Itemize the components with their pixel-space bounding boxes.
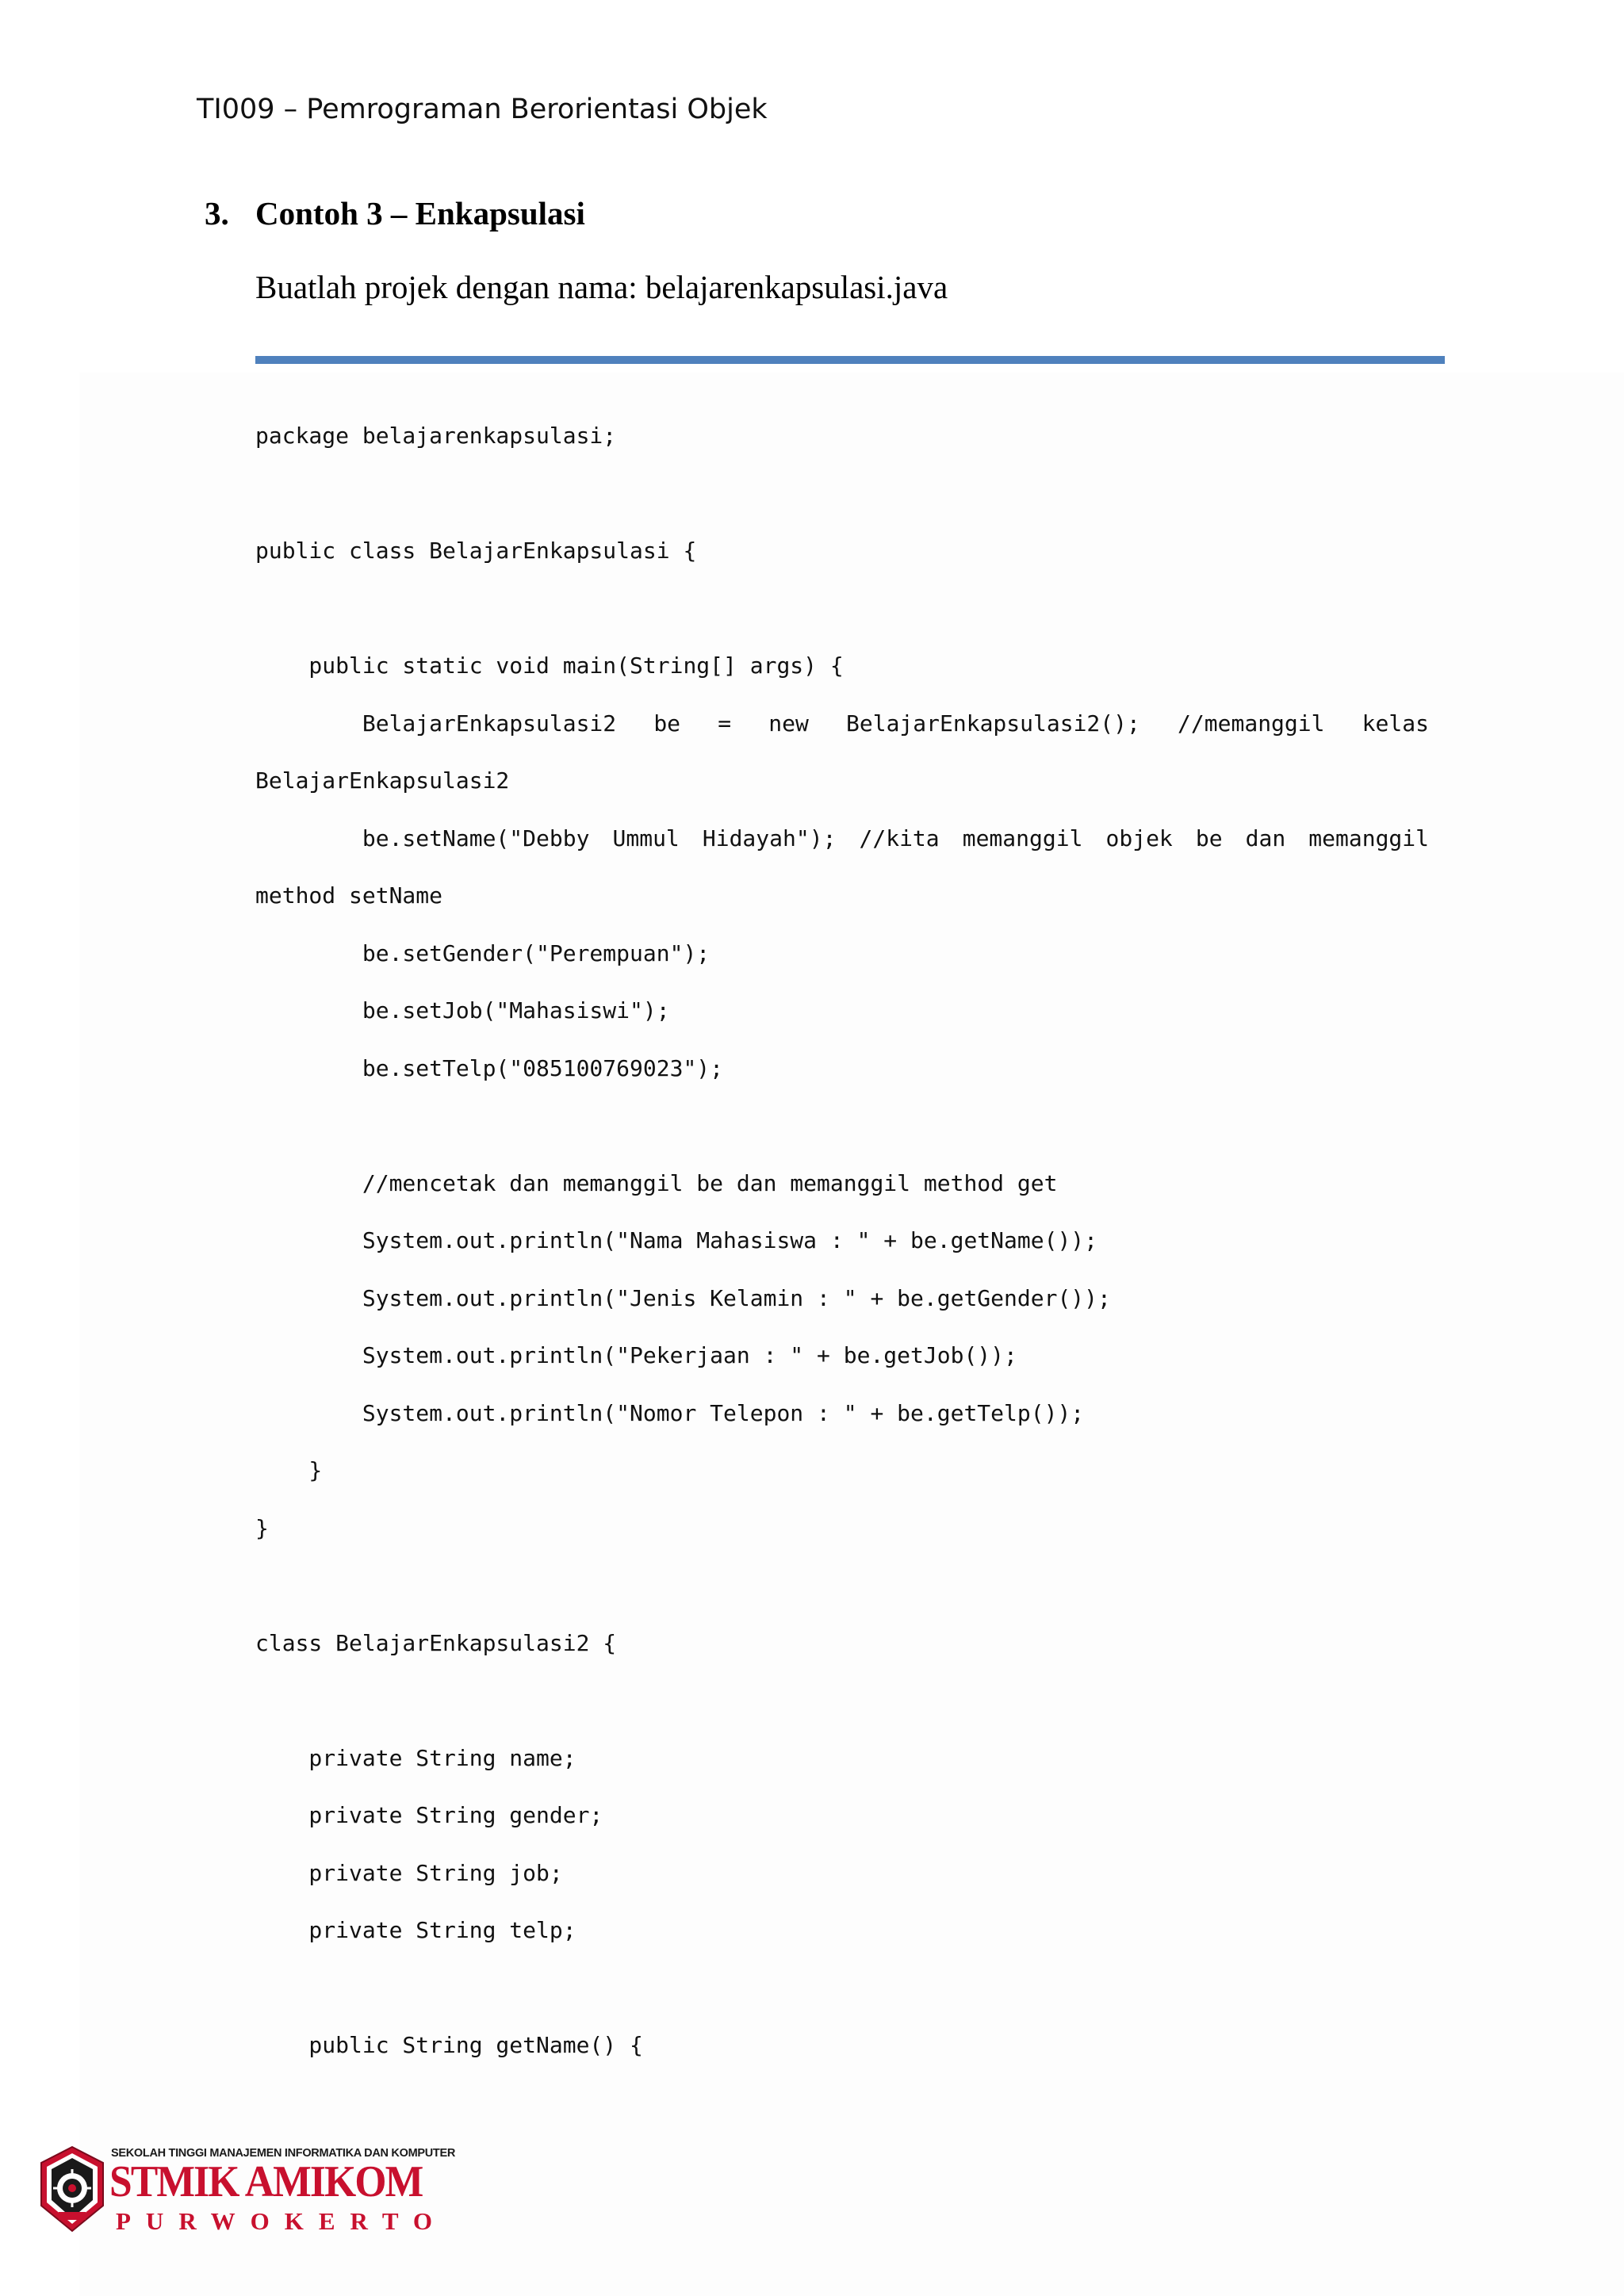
section-number: 3.	[205, 195, 229, 232]
code-line: BelajarEnkapsulasi2	[255, 767, 510, 794]
code-block	[255, 420, 1429, 2087]
logo-main-text: STMIK AMIKOM	[109, 2157, 423, 2206]
code-token: Ummul	[612, 825, 680, 851]
section-title	[205, 194, 585, 232]
code-line: public class BelajarEnkapsulasi {	[255, 538, 697, 564]
code-token: =	[718, 710, 732, 737]
code-token: //kita	[859, 825, 940, 851]
horizontal-rule	[255, 356, 1445, 364]
code-token: dan	[1245, 825, 1286, 851]
code-line: System.out.println("Pekerjaan : " + be.getJob());	[255, 1342, 1017, 1368]
code-token: kelas	[1362, 710, 1429, 737]
logo-small-text: SEKOLAH TINGGI MANAJEMEN INFORMATIKA DAN KOMPUTER	[111, 2147, 455, 2160]
code-line	[255, 823, 1429, 881]
code-line	[255, 1570, 1429, 1628]
code-token: BelajarEnkapsulasi2();	[846, 710, 1140, 737]
code-token: BelajarEnkapsulasi2	[255, 710, 617, 737]
institution-logo	[38, 2144, 455, 2239]
code-line: public static void main(String[] args) {	[255, 652, 844, 679]
code-line: private String telp;	[255, 1917, 576, 1943]
code-line	[255, 1685, 1429, 1743]
code-token: //memanggil	[1178, 710, 1325, 737]
code-line	[255, 708, 1429, 766]
code-line: }	[255, 1514, 269, 1541]
code-line: be.setTelp("085100769023");	[255, 1054, 724, 1081]
code-token: be	[653, 710, 681, 737]
code-token: new	[768, 710, 809, 737]
logo-city-text: PURWOKERTO	[116, 2207, 448, 2235]
code-token: memanggil	[962, 825, 1083, 851]
page-header: TI009 – Pemrograman Berorientasi Objek	[197, 94, 768, 125]
code-line: private String job;	[255, 1859, 563, 1886]
code-line: be.setJob("Mahasiswi");	[255, 997, 670, 1024]
instruction-text: Buatlah projek dengan nama: belajarenkapsulasi.java	[255, 269, 948, 305]
code-token: memanggil	[1308, 825, 1429, 851]
code-line: }	[255, 1457, 323, 1483]
code-line: be.setGender("Perempuan");	[255, 939, 710, 966]
code-token: Hidayah");	[702, 825, 837, 851]
code-line: package belajarenkapsulasi;	[255, 423, 617, 449]
code-token: be	[1195, 825, 1223, 851]
section-title-text: Contoh 3 – Enkapsulasi	[255, 195, 585, 232]
code-line: private String gender;	[255, 1802, 603, 1828]
code-line: System.out.println("Jenis Kelamin : " + be.getGender());	[255, 1284, 1111, 1311]
logo-emblem-icon	[38, 2145, 106, 2234]
code-line: method setName	[255, 882, 443, 909]
code-line: private String name;	[255, 1744, 576, 1771]
code-line: System.out.println("Nama Mahasiswa : " + be.getName());	[255, 1227, 1098, 1253]
code-line	[255, 1110, 1429, 1168]
code-line: System.out.println("Nomor Telepon : " + be.getTelp());	[255, 1399, 1085, 1426]
code-line	[255, 593, 1429, 651]
code-line: //mencetak dan memanggil be dan memanggil method get	[255, 1169, 1058, 1196]
code-line	[255, 478, 1429, 536]
code-token: be.setName("Debby	[255, 825, 590, 851]
code-token: objek	[1105, 825, 1173, 851]
code-line	[255, 1973, 1429, 2030]
code-line: public String getName() {	[255, 2032, 643, 2058]
code-line: class BelajarEnkapsulasi2 {	[255, 1629, 617, 1656]
